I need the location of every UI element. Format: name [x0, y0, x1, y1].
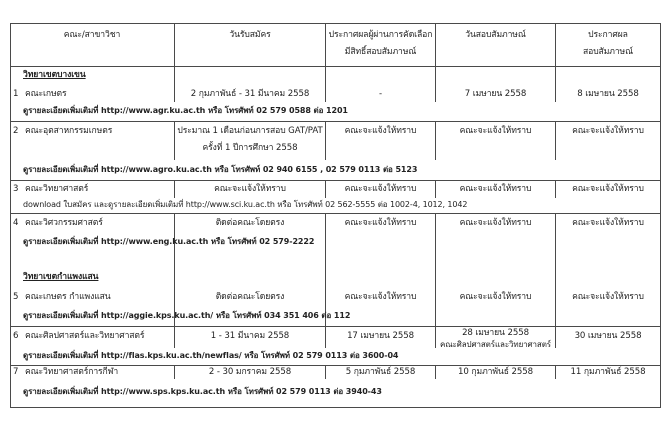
result-date: 11 กุมภาพันธ์ 2558 — [570, 367, 646, 377]
faculty-name: คณะอุตสาหกรรมเกษตร — [25, 126, 113, 136]
header-apply-date: วันรับสมัคร — [229, 30, 271, 40]
faculty-name: คณะวิทยาศาสตร์การกีฬา — [25, 367, 119, 377]
interview-date: 10 กุมภาพันธ์ 2558 — [458, 367, 533, 377]
row-number: 7 — [13, 367, 19, 377]
announce-date: คณะจะแจ้งให้ทราบ — [344, 126, 417, 136]
info-line: ดูรายละเอียดเพิ่มเติมที่ http://www.agro.ku.ac.th หรือ โทรศัพท์ 02 940 6155 , 02 579 0113 ต่อ 5123 — [23, 165, 418, 174]
row-number: 4 — [13, 218, 19, 228]
row-number: 5 — [13, 292, 19, 302]
interview-date: 7 เมษายน 2558 — [464, 89, 527, 99]
announce-date: คณะจะแจ้งให้ทราบ — [344, 292, 417, 302]
result-date: คณะจะแจ้งให้ทราบ — [572, 126, 644, 136]
result-date: คณะจะแจ้งให้ทราบ — [572, 184, 644, 194]
interview-date: คณะจะแจ้งให้ทราบ — [459, 292, 532, 302]
row-separator — [10, 326, 661, 327]
apply-date: 1 - 31 มีนาคม 2558 — [210, 331, 290, 341]
info-line: ดูรายละเอียดเพิ่มเติมที่ http://www.agr.ku.ac.th หรือ โทรศัพท์ 02 579 0588 ต่อ 1201 — [23, 106, 348, 115]
result-date: คณะจะแจ้งให้ทราบ — [572, 292, 644, 302]
faculty-name: คณะเกษตร กำแพงแสน — [25, 292, 111, 302]
interview-date: คณะจะแจ้งให้ทราบ — [459, 184, 532, 194]
row-separator — [10, 213, 661, 214]
faculty-name: คณะวิศวกรรมศาสตร์ — [25, 218, 103, 228]
info-line: ดูรายละเอียดเพิ่มเติมที่ http://www.sps.kps.ku.ac.th หรือ โทรศัพท์ 02 579 0113 ต่อ 3940-43 — [23, 387, 382, 396]
info-line: ดูรายละเอียดเพิ่มเติมที่ http://flas.kps.ku.ac.th/newflas/ หรือ โทรศัพท์ 02 579 0113 ต่อ 3600-04 — [23, 351, 399, 360]
announce-date: คณะจะแจ้งให้ทราบ — [344, 184, 417, 194]
admission-schedule-table — [10, 23, 661, 408]
info-line: ดูรายละเอียดเพิ่มเติมที่ http://www.eng.ku.ac.th หรือ โทรศัพท์ 02 579-2222 — [23, 237, 315, 246]
row-separator — [10, 180, 661, 181]
border-left — [10, 23, 11, 408]
info-line: download ใบสมัคร และดูรายละเอียดเพิ่มเติมที่ http://www.sci.ku.ac.th หรือ โทรศัพท์ 02 562-5555 ต่อ 1002-4, 1012, 1042 — [23, 200, 468, 209]
border-bottom — [10, 407, 661, 408]
interview-date: 28 เมษายน 2558 — [462, 328, 529, 338]
result-date: คณะจะแจ้งให้ทราบ — [572, 218, 644, 228]
header-faculty: คณะ/สาขาวิชา — [63, 30, 121, 40]
border-right — [660, 23, 661, 408]
row-separator — [10, 365, 661, 366]
row-number: 3 — [13, 184, 19, 194]
result-date: 30 เมษายน 2558 — [574, 331, 642, 341]
column-line — [435, 213, 436, 326]
faculty-name: คณะศิลปศาสตร์และวิทยาศาสตร์ — [25, 331, 145, 341]
section-title-kamphaengsaen: วิทยาเขตกำแพงแสน — [23, 272, 99, 282]
row-number: 6 — [13, 331, 19, 341]
column-line — [555, 213, 556, 326]
border-top — [10, 23, 661, 24]
announce-date: คณะจะแจ้งให้ทราบ — [344, 218, 417, 228]
row-separator — [10, 121, 661, 122]
header-result: สอบสัมภาษณ์ — [583, 47, 633, 57]
announce-date: 5 กุมภาพันธ์ 2558 — [345, 367, 416, 377]
interview-date: คณะจะแจ้งให้ทราบ — [459, 126, 532, 136]
header-result: ประกาศผล — [588, 30, 628, 40]
section-title-bangkhen: วิทยาเขตบางเขน — [23, 70, 86, 80]
row-number: 1 — [13, 89, 19, 99]
faculty-name: คณะวิทยาศาสตร์ — [25, 184, 89, 194]
header-interview-date: วันสอบสัมภาษณ์ — [465, 30, 526, 40]
apply-date: ติดต่อคณะโดยตรง — [215, 292, 285, 302]
row-number: 2 — [13, 126, 19, 136]
result-date: 8 เมษายน 2558 — [577, 89, 639, 99]
apply-date: 2 - 30 มกราคม 2558 — [208, 367, 292, 377]
interview-date: คณะจะแจ้งให้ทราบ — [459, 218, 532, 228]
interview-location-note: คณะศิลปศาสตร์และวิทยาศาสตร์ — [439, 340, 552, 349]
apply-date: คณะจะแจ้งให้ทราบ — [214, 184, 286, 194]
apply-date: 2 กุมภาพันธ์ - 31 มีนาคม 2558 — [190, 89, 310, 99]
announce-date: - — [378, 89, 382, 99]
header-separator — [10, 66, 661, 67]
info-line: ดูรายละเอียดเพิ่มเติมที่ http://aggie.kps.ku.ac.th/ หรือ โทรศัพท์ 034 351 406 ต่อ 112 — [23, 311, 351, 320]
header-announce: มีสิทธิ์สอบสัมภาษณ์ — [344, 47, 417, 57]
apply-date: ประมาณ 1 เดือนก่อนการสอบ GAT/PAT — [177, 126, 323, 136]
announce-date: 17 เมษายน 2558 — [347, 331, 414, 341]
header-announce: ประกาศผลผู้ผ่านการคัดเลือก — [328, 30, 433, 40]
apply-date: ครั้งที่ 1 ปีการศึกษา 2558 — [202, 143, 298, 153]
apply-date: ติดต่อคณะโดยตรง — [215, 218, 285, 228]
faculty-name: คณะเกษตร — [25, 89, 67, 99]
